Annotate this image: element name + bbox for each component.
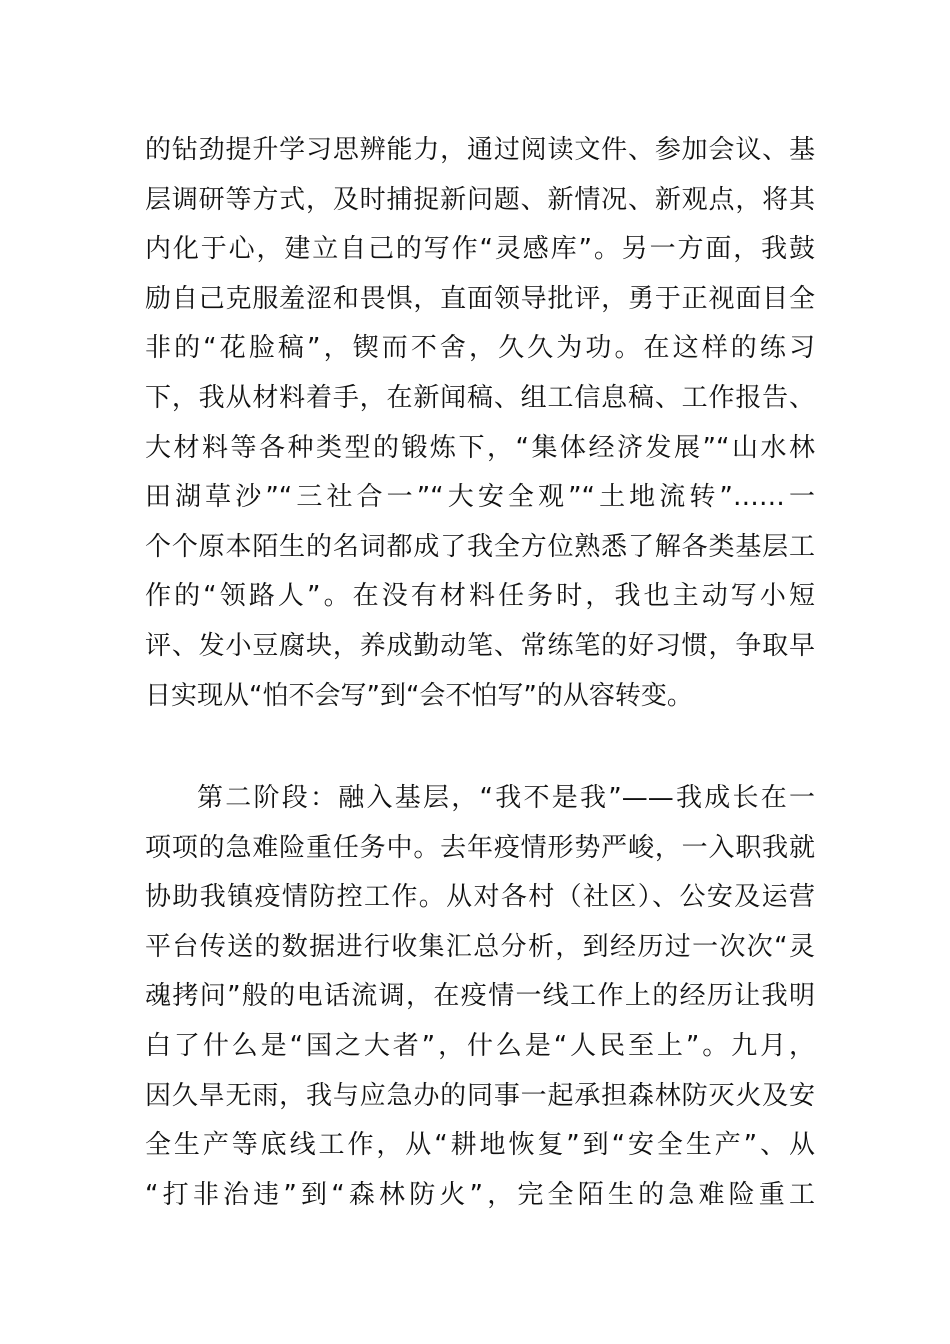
paragraph-line: 非的“花脸稿”，锲而不舍，久久为功。在这样的练习	[145, 333, 815, 364]
paragraph-line: 田湖草沙”“三社合一”“大安全观”“土地流转”……一	[145, 482, 815, 513]
paragraph-line: 平台传送的数据进行收集汇总分析，到经历过一次次“灵	[145, 931, 815, 962]
paragraph-1	[145, 126, 815, 721]
paragraph-line: 白了什么是“国之大者”，什么是“人民至上”。九月，	[145, 1030, 815, 1061]
paragraph-line: 作的“领路人”。在没有材料任务时，我也主动写小短	[145, 581, 815, 612]
paragraph-line: 励自己克服羞涩和畏惧，直面领导批评，勇于正视面目全	[145, 283, 815, 314]
paragraph-line: 大材料等各种类型的锻炼下，“集体经济发展”“山水林	[145, 432, 815, 463]
paragraph-line: 个个原本陌生的名词都成了我全方位熟悉了解各类基层工	[145, 531, 815, 562]
paragraph-line: 因久旱无雨，我与应急办的同事一起承担森林防灭火及安	[145, 1080, 815, 1111]
paragraph-line: 协助我镇疫情防控工作。从对各村（社区）、公安及运营	[145, 882, 815, 913]
paragraph-line: 下，我从材料着手，在新闻稿、组工信息稿、工作报告、	[145, 382, 815, 413]
paragraph-line: 层调研等方式，及时捕捉新问题、新情况、新观点，将其	[145, 184, 815, 215]
paragraph-line: 评、发小豆腐块，养成勤动笔、常练笔的好习惯，争取早	[145, 630, 815, 661]
paragraph-line: 全生产等底线工作，从“耕地恢复”到“安全生产”、从	[145, 1130, 815, 1161]
paragraph-line: 的钻劲提升学习思辨能力，通过阅读文件、参加会议、基	[145, 135, 815, 165]
paragraph-line: 内化于心，建立自己的写作“灵感库”。另一方面，我鼓	[145, 234, 815, 265]
paragraph-2	[145, 774, 815, 1220]
paragraph-line: 第二阶段：融入基层，“我不是我”——我成长在一	[197, 783, 815, 813]
paragraph-line: 日实现从“怕不会写”到“会不怕写”的从容转变。	[145, 680, 693, 711]
paragraph-line: 项项的急难险重任务中。去年疫情形势严峻，一入职我就	[145, 832, 815, 863]
paragraph-line: 魂拷问”般的电话流调，在疫情一线工作上的经历让我明	[145, 981, 815, 1012]
paragraph-line: “打非治违”到“森林防火”，完全陌生的急难险重工	[145, 1179, 815, 1210]
